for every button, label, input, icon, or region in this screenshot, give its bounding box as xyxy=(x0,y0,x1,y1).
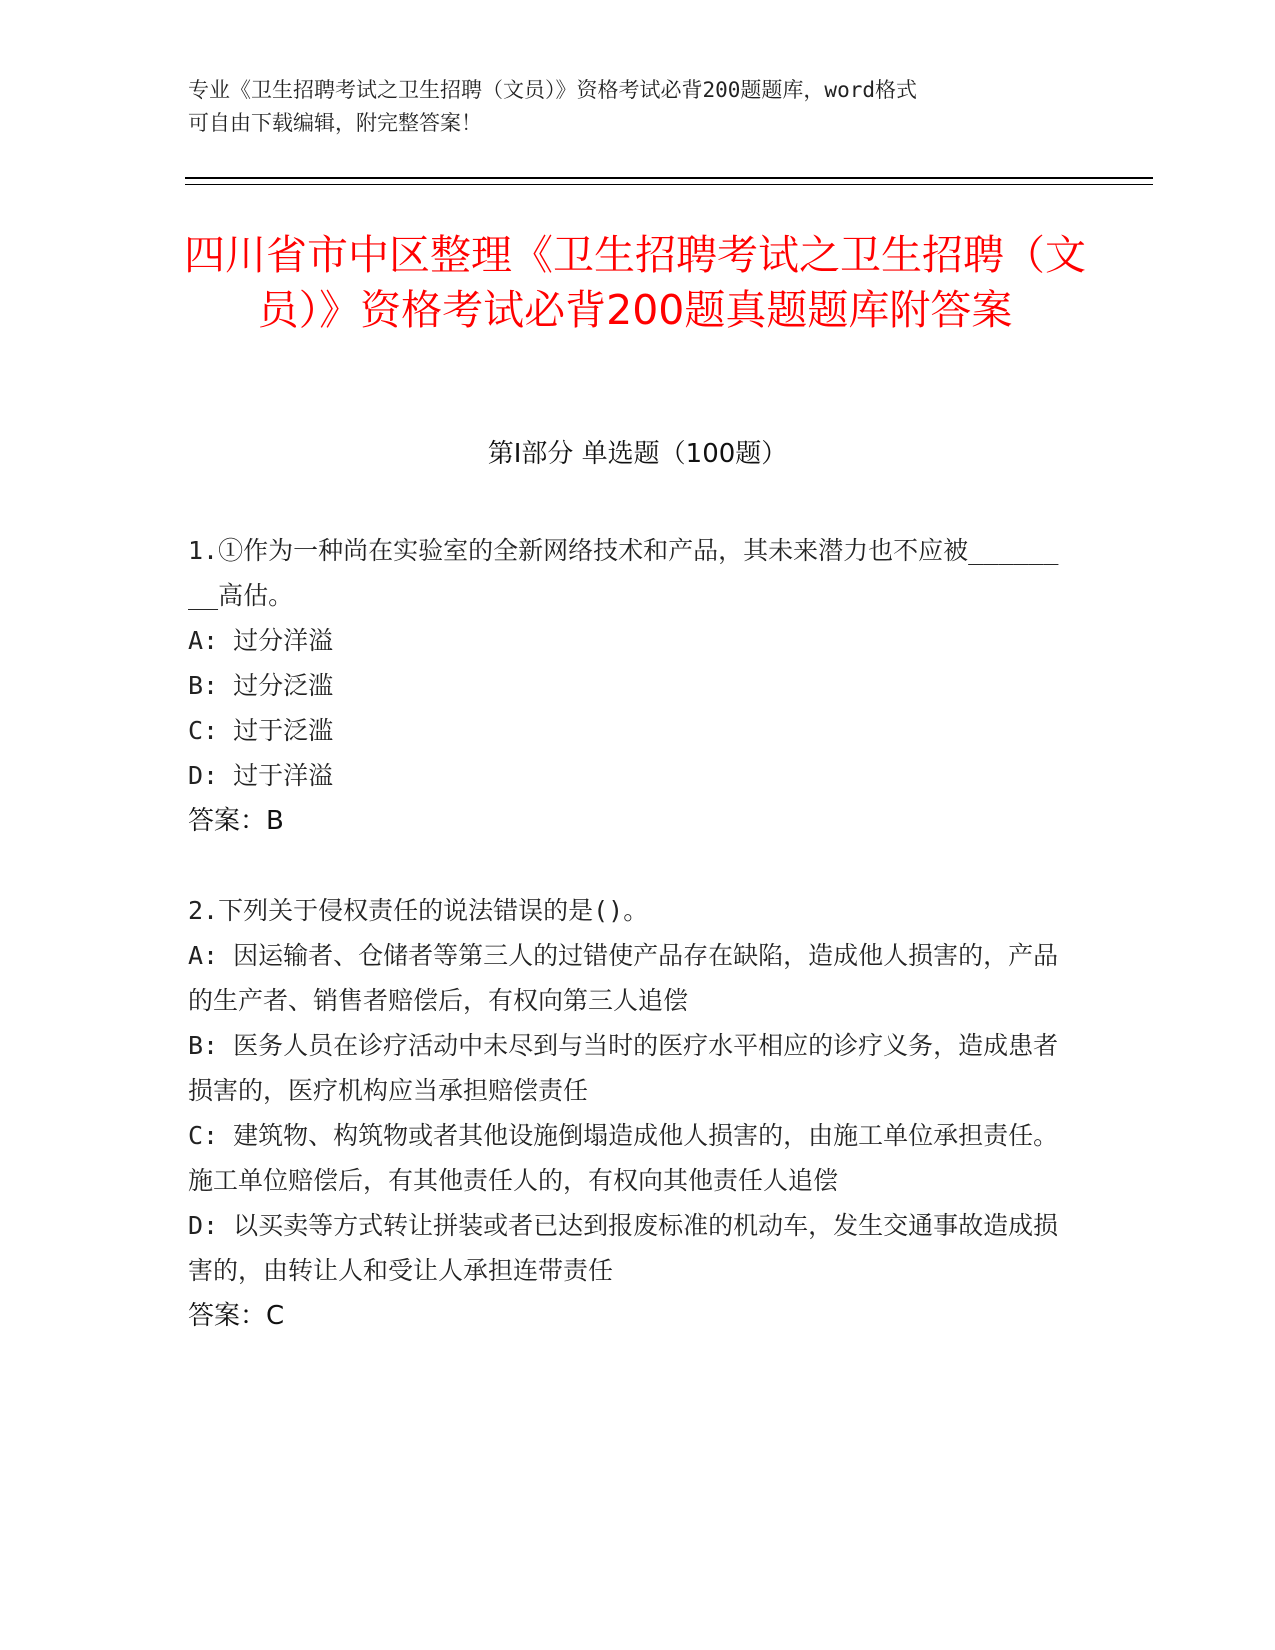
question-stem: 1.①作为一种尚在实验室的全新网络技术和产品，其未来潜力也不应被________高估。 xyxy=(188,536,1059,610)
question-list xyxy=(188,528,1068,1383)
question-1 xyxy=(188,528,1068,844)
document-title: 四川省市中区整理《卫生招聘考试之卫生招聘（文员）》资格考试必背200题真题题库附答案 xyxy=(184,231,1086,334)
header-divider-thick xyxy=(185,177,1153,179)
question-2 xyxy=(188,888,1068,1339)
option-b: B: 过分泛滥 xyxy=(188,671,334,700)
section-title: 第Ⅰ部分 单选题（100题） xyxy=(487,439,788,469)
option-c: C: 建筑物、构筑物或者其他设施倒塌造成他人损害的，由施工单位承担责任。施工单位赔偿后，有其他责任人的，有权向其他责任人追偿 xyxy=(188,1121,1059,1195)
option-a: A: 因运输者、仓储者等第三人的过错使产品存在缺陷，造成他人损害的，产品的生产者、销售者赔偿后，有权向第三人追偿 xyxy=(188,941,1059,1015)
header-note: 专业《卫生招聘考试之卫生招聘（文员）》资格考试必背200题题库，word格式 可自由下载编辑，附完整答案！ xyxy=(188,78,917,135)
option-b: B: 医务人员在诊疗活动中未尽到与当时的医疗水平相应的诊疗义务，造成患者损害的，医疗机构应当承担赔偿责任 xyxy=(188,1031,1059,1105)
answer: 答案：C xyxy=(188,1301,285,1331)
question-stem: 2.下列关于侵权责任的说法错误的是()。 xyxy=(188,896,649,925)
answer: 答案：B xyxy=(188,806,284,836)
option-c: C: 过于泛滥 xyxy=(188,716,334,745)
option-d: D: 过于洋溢 xyxy=(188,761,334,790)
option-d: D: 以买卖等方式转让拼装或者已达到报废标准的机动车，发生交通事故造成损害的，由转让人和受让人承担连带责任 xyxy=(188,1211,1059,1285)
header-divider-thin xyxy=(185,184,1153,185)
option-a: A: 过分洋溢 xyxy=(188,626,334,655)
